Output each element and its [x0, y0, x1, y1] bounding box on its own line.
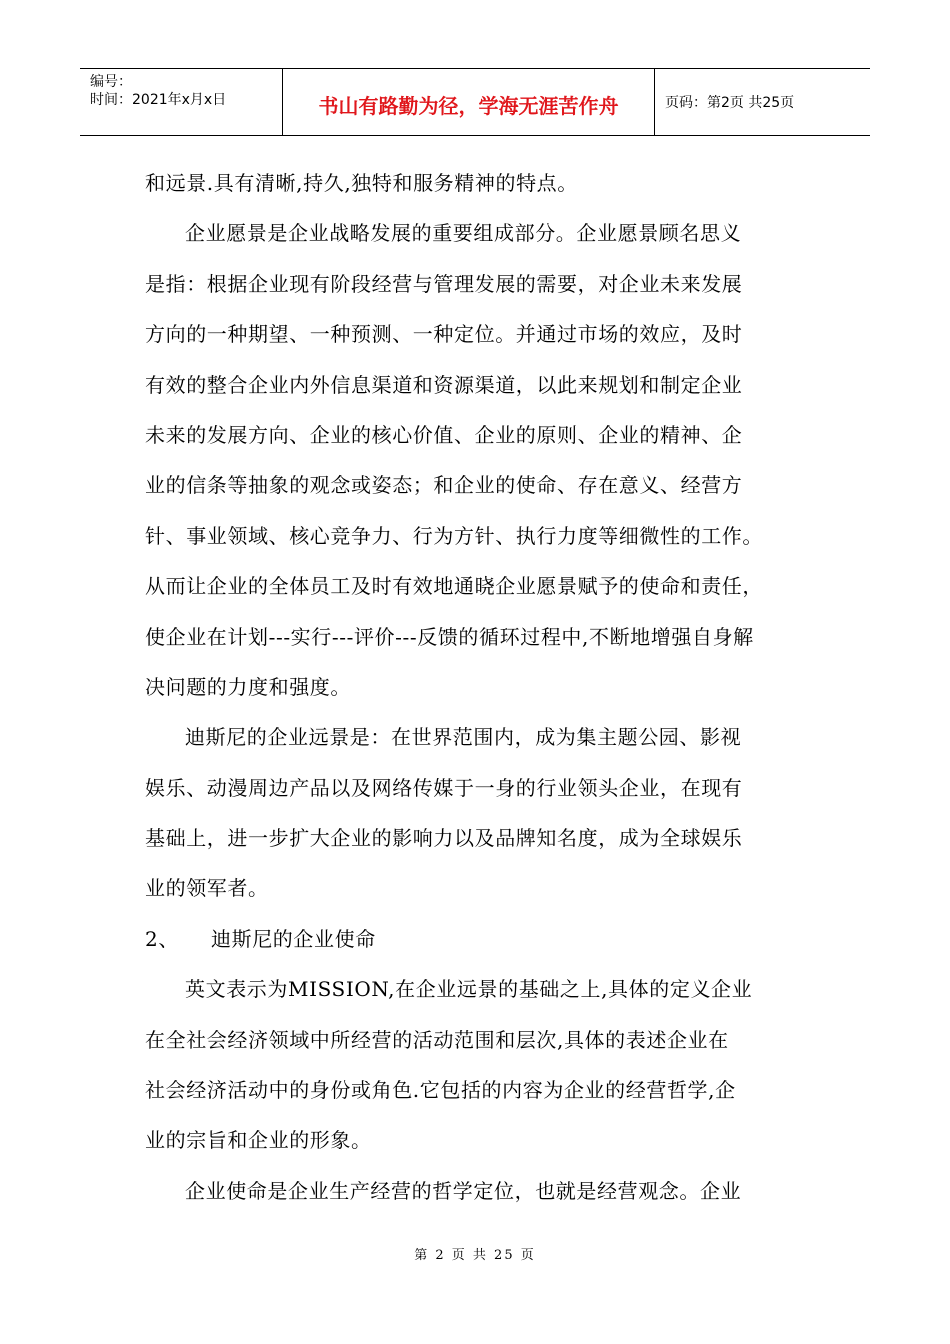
header-page-code: 页码：第2页 共25页 [665, 95, 795, 111]
section-heading [145, 914, 810, 964]
serial-label: 编号： [90, 74, 132, 90]
body-line: 迪斯尼的企业远景是：在世界范围内，成为集主题公园、影视 [185, 725, 742, 750]
body-line: 从而让企业的全体员工及时有效地通晓企业愿景赋予的使命和责任， [145, 574, 763, 599]
body-line: 业的宗旨和企业的形象。 [145, 1128, 372, 1153]
body-line: 基础上，进一步扩大企业的影响力以及品牌知名度，成为全球娱乐 [145, 826, 743, 851]
body-line: 使企业在计划---实行---评价---反馈的循环过程中,不断地增强自身解 [145, 624, 754, 649]
body-line: 业的信条等抽象的观念或姿态；和企业的使命、存在意义、经营方 [145, 473, 743, 498]
header-motto: 书山有路勤为径，学海无涯苦作舟 [283, 69, 655, 135]
body-line: 未来的发展方向、企业的核心价值、企业的原则、企业的精神、企 [145, 422, 743, 447]
body-line: 决问题的力度和强度。 [145, 674, 351, 699]
body-line: 娱乐、动漫周边产品以及网络传媒于一身的行业领头企业，在现有 [145, 775, 743, 800]
body-line: 在全社会经济领域中所经营的活动范围和层次,具体的表述企业在 [145, 1027, 729, 1052]
section-title: 迪斯尼的企业使命 [211, 926, 376, 951]
body-line: 有效的整合企业内外信息渠道和资源渠道，以此来规划和制定企业 [145, 372, 743, 397]
page-header [80, 68, 870, 136]
time-label: 时间：2021年x月x日 [90, 92, 227, 108]
section-number: 2、 [145, 926, 179, 951]
page-footer: 第 2 页 共 25 页 [414, 1248, 536, 1263]
body-line: 英文表示为MISSION,在企业远景的基础之上,具体的定义企业 [185, 977, 753, 1002]
header-meta [80, 69, 283, 135]
body-line: 企业愿景是企业战略发展的重要组成部分。企业愿景顾名思义 [185, 221, 742, 246]
body-line: 社会经济活动中的身份或角色.它包括的内容为企业的经营哲学,企 [145, 1078, 736, 1103]
body-line: 方向的一种期望、一种预测、一种定位。并通过市场的效应，及时 [145, 322, 743, 347]
body-line: 是指：根据企业现有阶段经营与管理发展的需要，对企业未来发展 [145, 271, 743, 296]
document-body [145, 158, 810, 1216]
body-line: 业的领军者。 [145, 876, 269, 901]
body-line: 针、事业领域、核心竞争力、行为方针、执行力度等细微性的工作。 [145, 523, 763, 548]
body-line: 和远景.具有清晰,持久,独特和服务精神的特点。 [145, 171, 578, 195]
body-line: 企业使命是企业生产经营的哲学定位，也就是经营观念。企业 [185, 1178, 742, 1203]
